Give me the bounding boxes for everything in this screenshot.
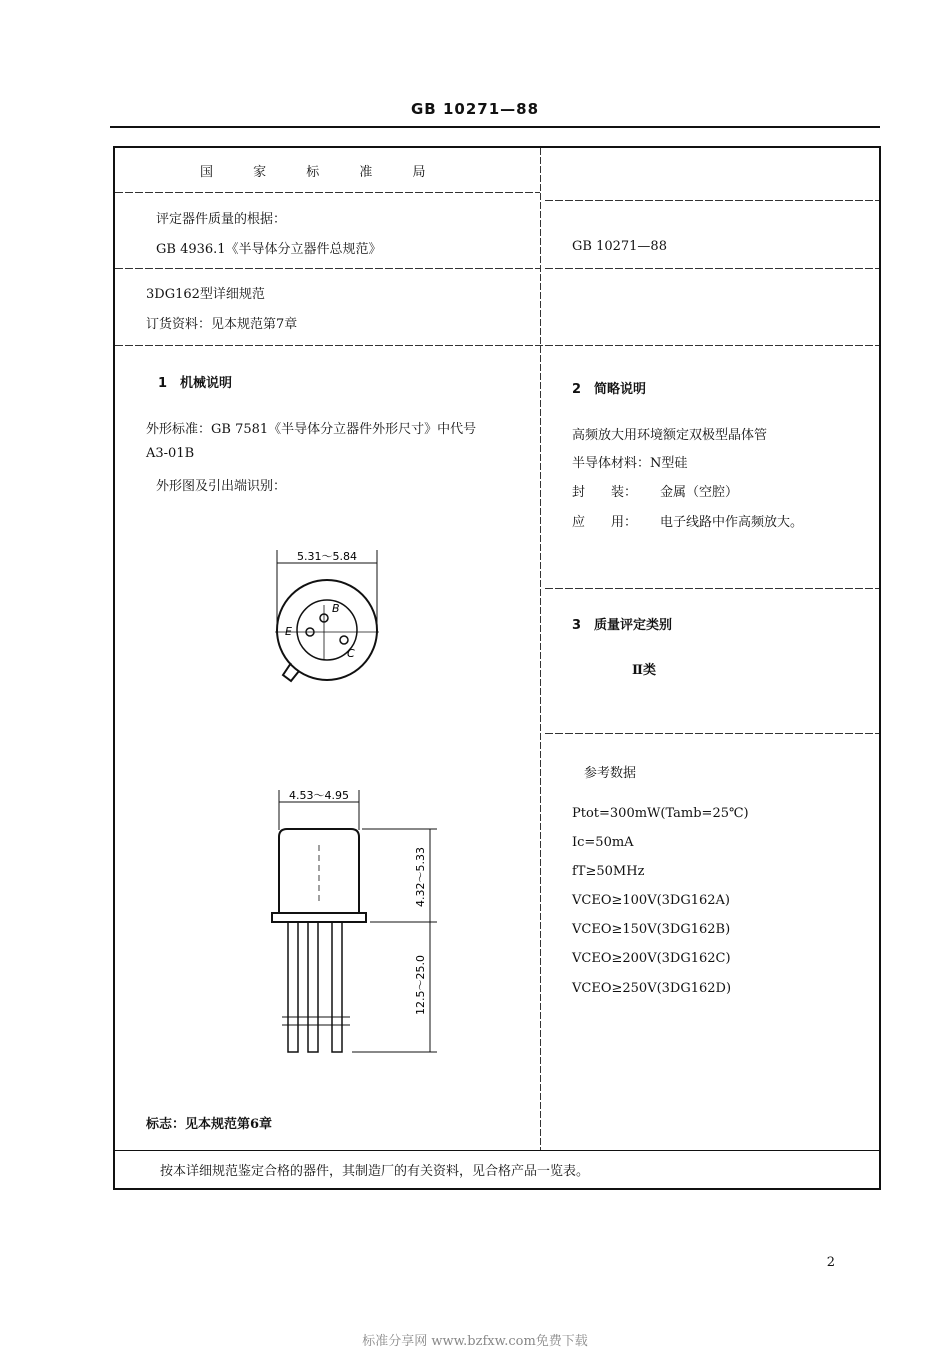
row-divider <box>545 200 879 201</box>
flange <box>272 913 366 922</box>
order-info: 订货资料：见本规范第7章 <box>146 317 298 332</box>
lead <box>288 922 298 1052</box>
ref-vceo-d: VCEO≥250V(3DG162D) <box>572 981 732 996</box>
column-divider <box>540 148 541 1151</box>
section1-title: 1 机械说明 <box>158 376 233 391</box>
pin-c-label: C <box>347 647 355 660</box>
ref-vceo-c: VCEO≥200V(3DG162C) <box>572 951 731 966</box>
row-divider <box>545 733 879 734</box>
ref-ptot: Ptot=300mW(Tamb=25℃) <box>572 806 749 821</box>
standard-code-header: GB 10271—88 <box>410 100 540 118</box>
lead-dim-label: 12.5～25.0 <box>414 955 427 1015</box>
outline-drawing-label: 外形图及引出端识别： <box>156 479 287 494</box>
spec-title: 3DG162型详细规范 <box>146 287 265 302</box>
agency-name: 国 家 标 准 局 <box>200 165 444 180</box>
watermark-footer: 标准分享网 www.bzfxw.com免费下载 <box>362 1334 588 1349</box>
standard-number: GB 10271—88 <box>572 239 667 254</box>
lead <box>308 922 318 1052</box>
case-outline <box>277 580 377 680</box>
lead <box>332 922 342 1052</box>
outline-standard: 外形标准：GB 7581《半导体分立器件外形尺寸》中代号 <box>146 422 477 437</box>
width-dim-label: 4.53～4.95 <box>289 789 349 802</box>
quality-category: Ⅱ类 <box>632 663 656 678</box>
row-divider <box>545 268 879 269</box>
footer-divider <box>115 1150 879 1151</box>
top-view-drawing <box>265 545 395 695</box>
ref-vceo-a: VCEO≥100V(3DG162A) <box>572 893 730 908</box>
application-value: 电子线路中作高频放大。 <box>660 515 804 530</box>
ref-ic: Ic=50mA <box>572 835 634 850</box>
row-divider <box>115 345 879 346</box>
pin-b-label: B <box>332 602 340 615</box>
application-label: 应 用： <box>572 515 638 530</box>
ref-ft: fT≥50MHz <box>572 864 645 879</box>
row-divider <box>115 192 540 193</box>
marking-note: 标志：见本规范第6章 <box>146 1117 273 1132</box>
ref-vceo-b: VCEO≥150V(3DG162B) <box>572 922 731 937</box>
pin-e-label: E <box>285 625 292 638</box>
side-view-drawing <box>262 785 442 1060</box>
description-line2: 半导体材料：N型硅 <box>572 456 688 471</box>
header-rule <box>110 126 880 128</box>
page-number: 2 <box>826 1255 835 1270</box>
section3-title: 3 质量评定类别 <box>572 618 673 633</box>
top-dim-label: 5.31～5.84 <box>297 550 357 563</box>
pin-c <box>340 636 348 644</box>
qualified-products-note: 按本详细规范鉴定合格的器件，其制造厂的有关资料，见合格产品一览表。 <box>160 1164 590 1179</box>
description-line1: 高频放大用环境额定双极型晶体管 <box>572 428 768 443</box>
row-divider <box>115 268 540 269</box>
basis-standard: GB 4936.1《半导体分立器件总规范》 <box>156 242 382 257</box>
package-label: 封 装： <box>572 485 638 500</box>
height-dim-label: 4.32～5.33 <box>414 847 427 907</box>
row-divider <box>545 588 879 589</box>
outline-code: A3-01B <box>146 446 195 461</box>
package-value: 金属（空腔） <box>660 485 739 500</box>
section2-title: 2 简略说明 <box>572 382 647 397</box>
spec-frame <box>113 146 881 1190</box>
reference-data-title: 参考数据 <box>584 766 637 781</box>
basis-label: 评定器件质量的根据： <box>156 212 287 227</box>
